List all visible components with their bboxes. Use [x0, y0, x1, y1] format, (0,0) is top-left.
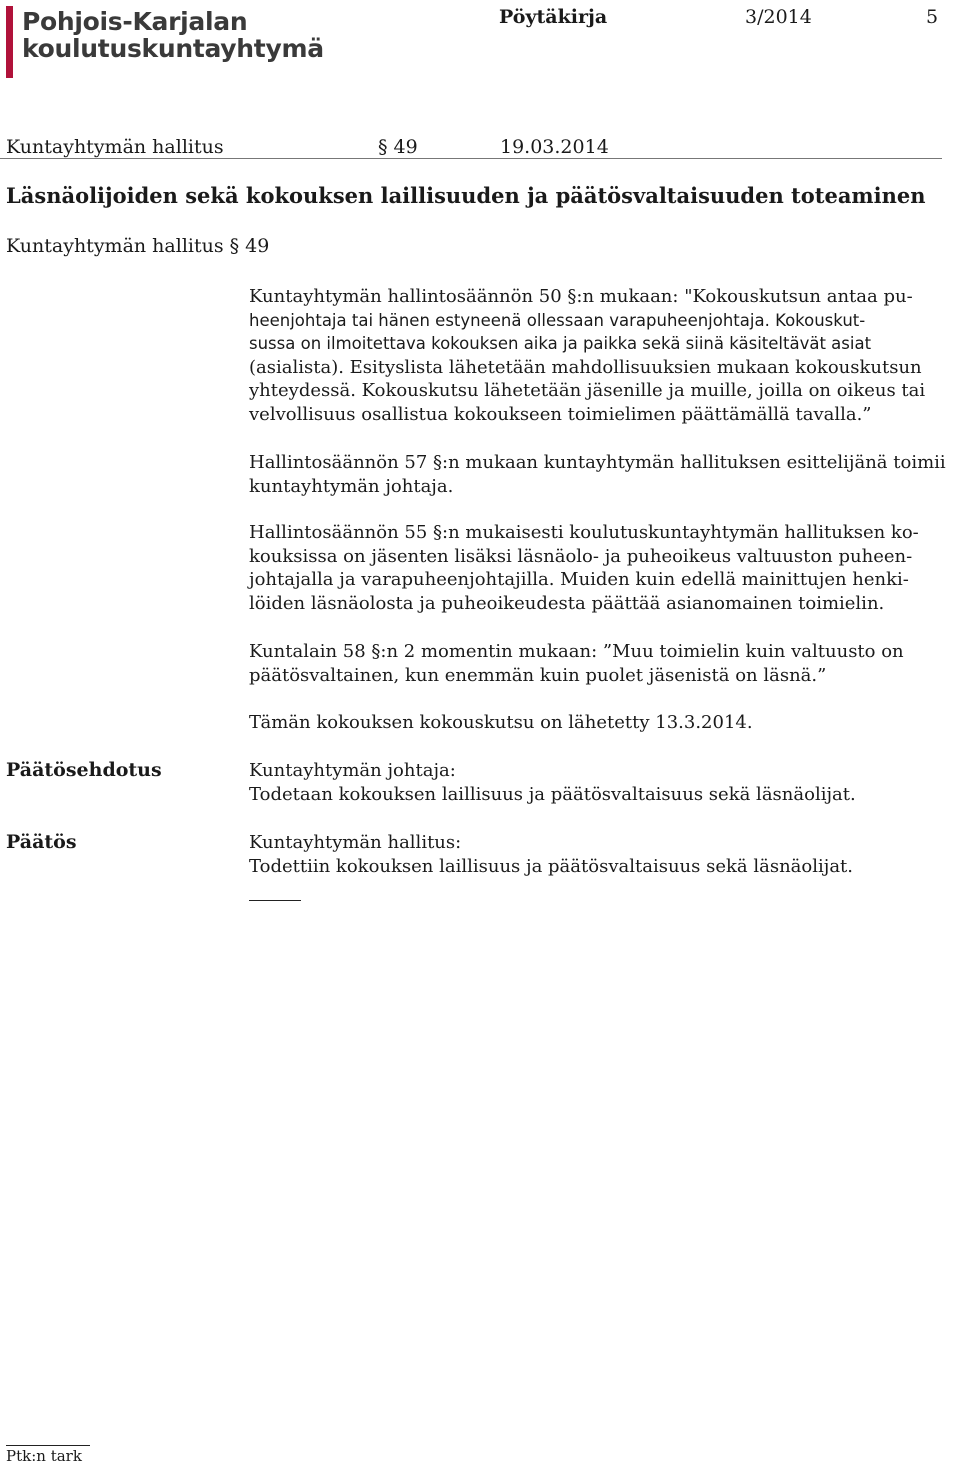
paragraph-line: löiden läsnäolosta ja puheoikeudesta päättää asianomainen toimielin.	[249, 592, 885, 614]
document-number: 3/2014	[745, 6, 812, 28]
decision-block	[249, 831, 958, 878]
footer-signature-line	[6, 1445, 90, 1446]
proposal-label: Päätösehdotus	[6, 759, 162, 781]
paragraph-4	[249, 640, 958, 687]
paragraph-1	[249, 285, 958, 426]
meeting-date: 19.03.2014	[500, 136, 609, 158]
paragraph-line: kuntayhtymän johtaja.	[249, 475, 454, 497]
meeting-section: § 49	[378, 136, 418, 158]
paragraph-line: yhteydessä. Kokouskutsu lähetetään jäsenille ja muille, joilla on oikeus tai	[249, 380, 926, 401]
paragraph-line: Tämän kokouksen kokouskutsu on lähetetty 13.3.2014.	[249, 712, 753, 733]
logo-accent-bar	[6, 6, 13, 78]
decision-text: Todettiin kokouksen laillisuus ja päätösvaltaisuus sekä läsnäolijat.	[249, 855, 854, 877]
section-subheading: Kuntayhtymän hallitus § 49	[6, 235, 270, 257]
paragraph-3	[249, 521, 958, 615]
page-number: 5	[926, 6, 939, 28]
organization-logo	[22, 8, 324, 62]
end-of-section-rule	[249, 900, 301, 901]
meeting-body: Kuntayhtymän hallitus	[6, 136, 224, 158]
decision-author: Kuntayhtymän hallitus:	[249, 832, 462, 853]
paragraph-line: Hallintosäännön 55 §:n mukaisesti koulutuskuntayhtymän hallituksen ko-	[249, 522, 919, 543]
document-type: Pöytäkirja	[499, 6, 608, 28]
paragraph-line: sussa on ilmoitettava kokouksen aika ja paikka sekä siinä käsiteltävät asiat	[249, 334, 872, 353]
logo-line-2: koulutuskuntayhtymä	[22, 34, 324, 63]
proposal-text: Todetaan kokouksen laillisuus ja päätösvaltaisuus sekä läsnäolijat.	[249, 783, 856, 805]
paragraph-line: Hallintosäännön 57 §:n mukaan kuntayhtymän hallituksen esittelijänä toimii	[249, 452, 946, 473]
paragraph-2	[249, 451, 958, 498]
paragraph-line: velvollisuus osallistua kokoukseen toimielimen päättämällä tavalla.”	[249, 403, 872, 425]
paragraph-line: johtajalla ja varapuheenjohtajilla. Muiden kuin edellä mainittujen henki-	[249, 569, 909, 590]
page-title: Läsnäolijoiden sekä kokouksen laillisuuden ja päätösvaltaisuuden toteaminen	[6, 183, 926, 208]
decision-label: Päätös	[6, 831, 77, 853]
footer-label: Ptk:n tark	[6, 1447, 82, 1465]
header-divider	[0, 158, 942, 159]
paragraph-line: kouksissa on jäsenten lisäksi läsnäolo- ja puheoikeus valtuuston puheen-	[249, 545, 913, 567]
paragraph-line: heenjohtaja tai hänen estyneenä ollessaan varapuheenjohtaja. Kokouskut-	[249, 310, 866, 330]
paragraph-line: (asialista). Esityslista lähetetään mahdollisuuksien mukaan kokouskutsun	[249, 356, 922, 378]
paragraph-line: Kuntayhtymän hallintosäännön 50 §:n mukaan: "Kokouskutsun antaa pu-	[249, 286, 913, 307]
paragraph-5	[249, 711, 958, 735]
paragraph-line: päätösvaltainen, kun enemmän kuin puolet jäsenistä on läsnä.”	[249, 664, 827, 686]
proposal-block	[249, 759, 958, 806]
paragraph-line: Kuntalain 58 §:n 2 momentin mukaan: ”Muu toimielin kuin valtuusto on	[249, 641, 904, 662]
logo-line-1: Pohjois-Karjalan	[22, 7, 248, 36]
proposal-author: Kuntayhtymän johtaja:	[249, 760, 456, 781]
